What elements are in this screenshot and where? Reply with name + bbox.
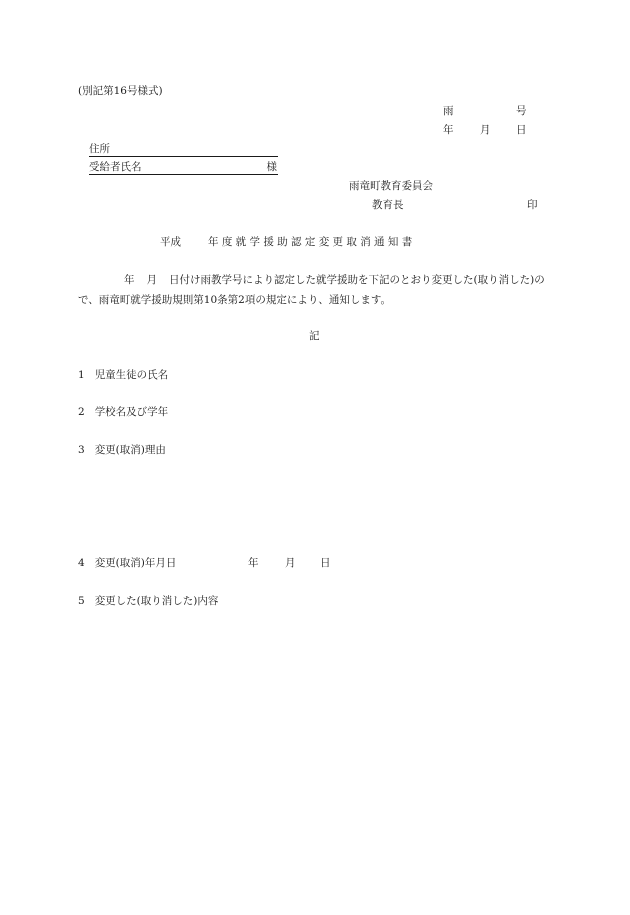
item-label: 変更(取消)年月日 [94, 557, 177, 569]
item-5 [78, 596, 218, 607]
item-number: 3 [78, 444, 85, 456]
title-era: 平成 [160, 236, 181, 248]
recipient-name-line [89, 162, 278, 175]
address-label: 住所 [89, 143, 110, 155]
body-month: 月 [146, 274, 157, 286]
body-text: 日付け雨教学号により認定した就学援助を下記のとおり変更した(取り消した)ので、雨竜町就学援助規則第10条第2項の規定により、通知します。 [78, 274, 545, 306]
body-paragraph [78, 270, 552, 310]
item-number: 4 [78, 557, 85, 569]
date-day: 日 [516, 124, 527, 136]
item-label: 児童生徒の氏名 [94, 369, 169, 381]
item-number: 1 [78, 369, 85, 381]
item-2 [78, 407, 168, 418]
body-year: 年 [124, 274, 135, 286]
item-number: 5 [78, 595, 85, 607]
issuer-org: 雨竜町教育委員会 [349, 180, 433, 192]
form-label: (別記第16号様式) [78, 85, 163, 97]
address-line [89, 144, 278, 157]
item-1 [78, 370, 168, 381]
item-label: 変更(取消)理由 [94, 444, 166, 456]
ki-marker: 記 [309, 330, 320, 342]
doc-number-prefix: 雨 [443, 105, 454, 117]
item-label: 学校名及び学年 [94, 406, 169, 418]
doc-number-suffix: 号 [516, 105, 527, 117]
item-label: 変更した(取り消した)内容 [94, 595, 219, 607]
seal-mark: 印 [527, 199, 538, 211]
item-3 [78, 445, 166, 456]
item-number: 2 [78, 406, 85, 418]
recipient-name-label: 受給者氏名 [89, 161, 142, 173]
item-4-month: 月 [285, 557, 296, 569]
date-year: 年 [443, 124, 454, 136]
document-title: 年 度 就 学 援 助 認 定 変 更 取 消 通 知 書 [208, 236, 413, 248]
item-4-year: 年 [248, 557, 259, 569]
honorific: 様 [266, 161, 277, 173]
item-4 [78, 558, 176, 569]
item-4-day: 日 [320, 557, 331, 569]
issuer-title: 教育長 [372, 199, 404, 211]
date-month: 月 [480, 124, 491, 136]
